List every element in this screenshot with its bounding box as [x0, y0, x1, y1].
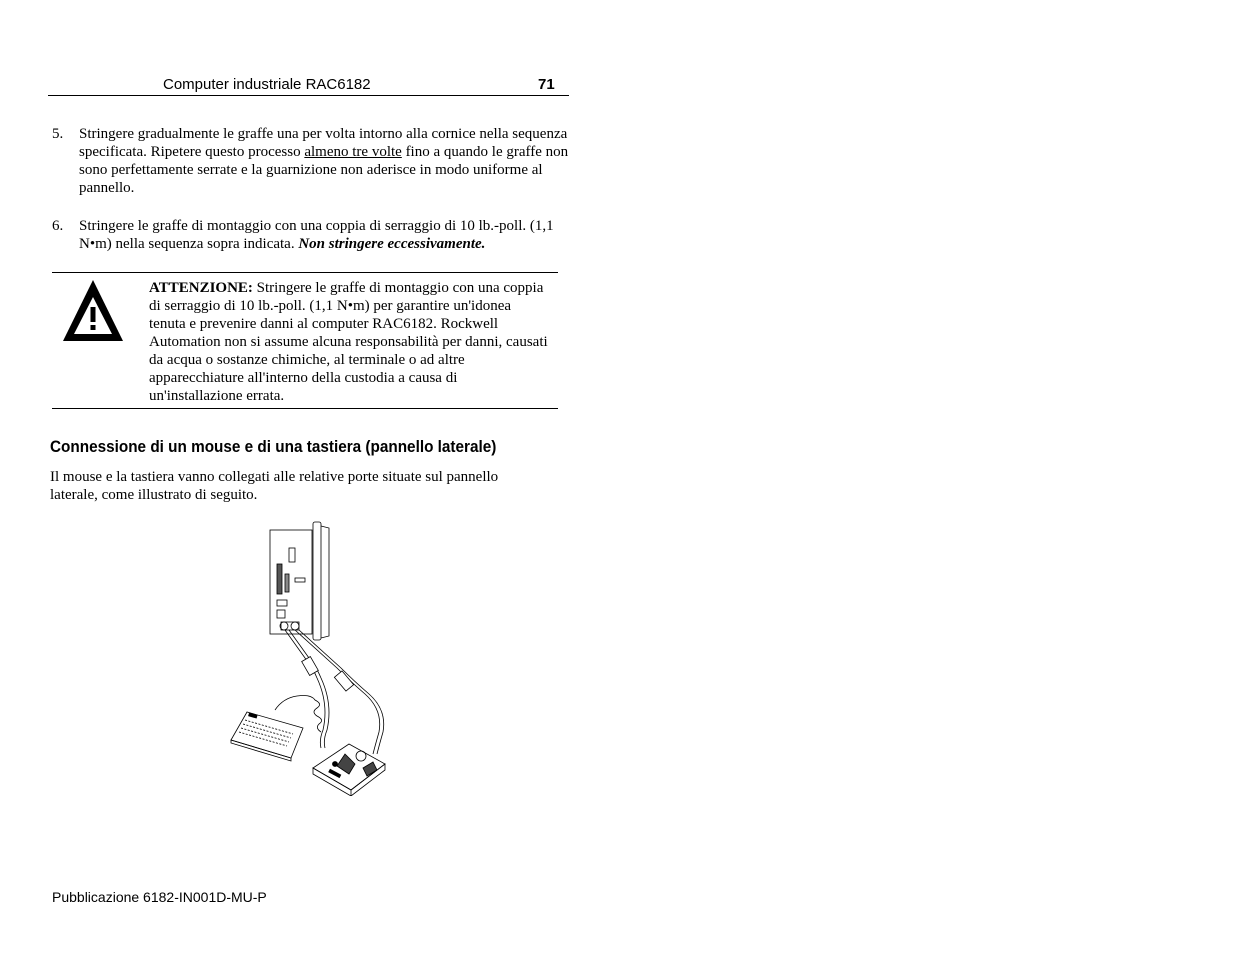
step-6 [52, 217, 572, 253]
footer-publication: Pubblicazione 6182-IN001D-MU-P [52, 889, 267, 905]
computer-side-panel [270, 522, 329, 640]
trackball-mouse [313, 744, 385, 796]
warning-rule-top [52, 272, 558, 273]
step-number: 5. [52, 126, 64, 142]
step-text: Stringere le graffe di montaggio con una coppia di serraggio di 10 lb.-poll. (1,1 N•m) nella sequenza sopra indicata. Non stringere eccessivamente. [79, 218, 554, 252]
page-header-title: Computer industriale RAC6182 [163, 76, 371, 93]
section-heading: Connessione di un mouse e di una tastiera (pannello laterale) [50, 437, 497, 456]
warning-rule-bottom [52, 408, 558, 409]
step-text: Stringere gradualmente le graffe una per volta intorno alla cornice nella sequenza specificata. Ripetere questo processo almeno tre volte fino a quando le graffe non sono perfettamente serrate e la guarnizione non aderisce in modo uniforme al pannello. [79, 126, 569, 196]
step-number: 6. [52, 218, 64, 234]
header-rule [48, 95, 569, 96]
section-intro: Il mouse e la tastiera vanno collegati alle relative porte situate sul pannello laterale, come illustrato di seguito. [50, 469, 499, 503]
underlined-text: almeno tre volte [304, 144, 402, 160]
warning-label: ATTENZIONE: [149, 280, 253, 296]
step-5 [52, 125, 572, 197]
mouse-keyboard-connection-illustration [225, 518, 395, 796]
page-number: 71 [538, 76, 555, 93]
warning-triangle-icon [60, 277, 126, 343]
keyboard [231, 712, 303, 761]
warning-text: ATTENZIONE: Stringere le graffe di montaggio con una coppia di serraggio di 10 lb.-poll. (1,1 N•m) per garantire un'idonea tenuta e prevenire danni al computer RAC6182. Rockwell Automation non si assume alcuna responsabilità per danni, causati da acqua o sostanze chimiche, al terminale o ad altre apparecchiature all'interno della custodia a causa di un'installazione errata. [149, 280, 548, 404]
emphasis-text: Non stringere eccessivamente. [298, 236, 486, 252]
